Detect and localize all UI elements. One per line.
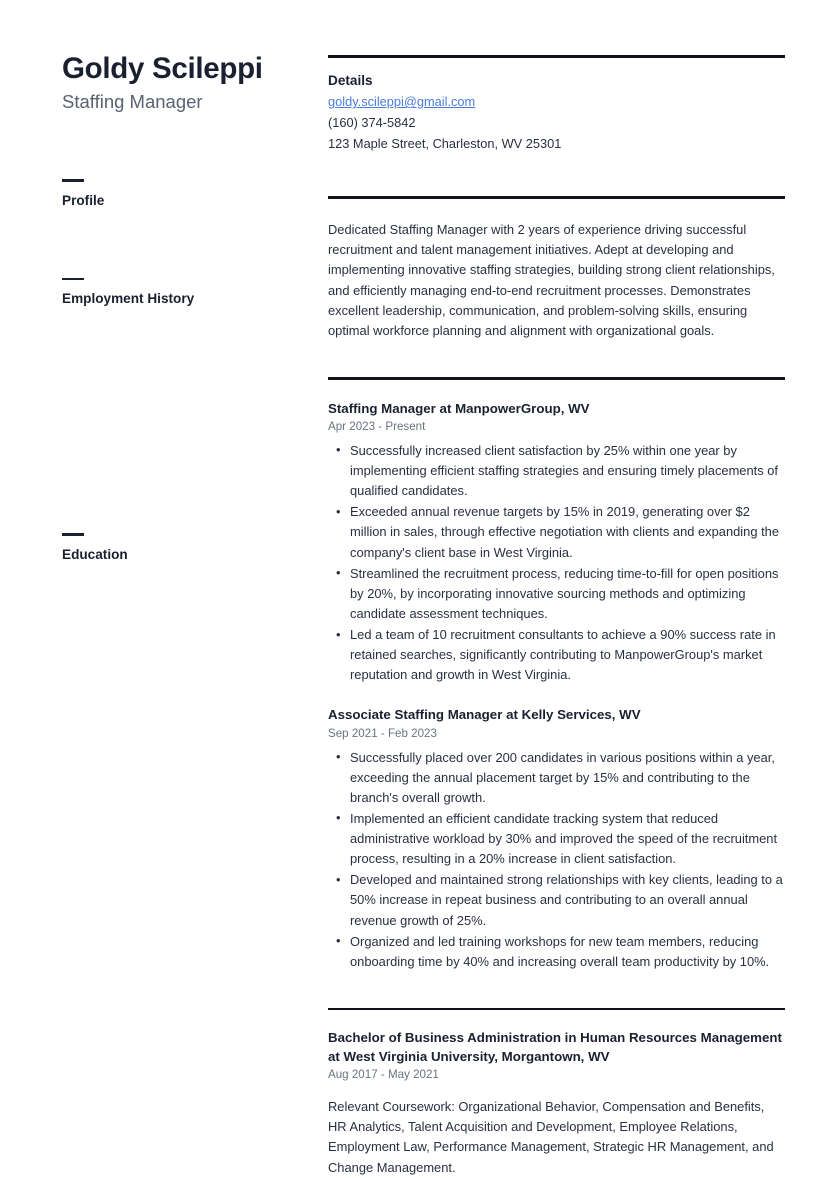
section-divider: [328, 377, 785, 380]
employment-entry-date: Apr 2023 - Present: [328, 420, 426, 434]
sidebar-item-education: [62, 533, 310, 563]
section-divider: [328, 55, 785, 58]
list-item: • Successfully placed over 200 candidates in various positions within a year, exceeding the annual placement target by 15% and contributing to the branch's overall growth.: [350, 748, 785, 808]
spacer: [328, 341, 785, 377]
list-item: • Organized and led training workshops for new team members, reducing onboarding time by 40% and increasing overall team productivity by 10%.: [350, 932, 785, 972]
job-title: Staffing Manager: [62, 91, 203, 113]
list-item: • Streamlined the recruitment process, reducing time-to-fill for open positions by 20%, by incorporating innovative sourcing methods and optimizing candidate assessment techniques.: [350, 564, 785, 624]
education-entry: [328, 1029, 785, 1177]
section-dash-icon: [62, 533, 84, 536]
list-item: • Implemented an efficient candidate tracking system that reduced administrative workload by 30% and improved the speed of the recruitment process, resulting in a 20% increase in client satisfaction.: [350, 809, 785, 869]
sidebar-item-profile: [62, 179, 310, 209]
spacer-education: [62, 308, 310, 533]
address-text: 123 Maple Street, Charleston, WV 25301: [328, 135, 562, 151]
name-block: [62, 52, 310, 113]
education-entry-date: Aug 2017 - May 2021: [328, 1068, 439, 1082]
sidebar-column: [62, 52, 328, 564]
spacer: [328, 154, 785, 196]
sidebar-item-label: Profile: [62, 192, 105, 208]
content-column: [328, 52, 785, 1178]
profile-section: [328, 220, 785, 342]
sidebar-item-employment-history: [62, 278, 310, 308]
employment-entry-date: Sep 2021 - Feb 2023: [328, 726, 437, 740]
details-section: [328, 72, 785, 155]
list-item: • Successfully increased client satisfaction by 25% within one year by implementing efficient staffing strategies and ensuring timely placements of qualified candidates.: [350, 441, 785, 501]
spacer-employment: [62, 210, 310, 278]
employment-entry: [328, 706, 785, 972]
spacer: [328, 973, 785, 1008]
spacer-profile: [62, 113, 310, 179]
education-coursework-text: Relevant Coursework: Organizational Behavior, Compensation and Benefits, HR Analytics, Talent Acquisition and Development, Employee Relations, Employment Law, Performance Management, Strategic HR Management, and Change Management.: [328, 1098, 774, 1175]
education-section: [328, 1029, 785, 1177]
employment-entry-bullets: [328, 441, 785, 686]
sidebar-item-label: Education: [62, 546, 128, 562]
employment-section: [328, 400, 785, 972]
list-item: • Led a team of 10 recruitment consultants to achieve a 90% success rate in retained searches, significantly contributing to ManpowerGroup's market reputation and growth in West Virginia.: [350, 625, 785, 685]
page-title: Goldy Scileppi: [62, 52, 263, 85]
employment-entry-title: Staffing Manager at ManpowerGroup, WV: [328, 400, 590, 416]
employment-entry: [328, 400, 785, 686]
profile-text: Dedicated Staffing Manager with 2 years of experience driving successful recruitment and talent management initiatives. Adept at developing and implementing innovative staffing strategies, building strong client relationships, and efficiently managing end-to-end recruitment processes. Demonstrates excellent leadership, communication, and problem-solving skills, ensuring optimal workforce planning and alignment with organizational goals.: [328, 221, 775, 339]
section-divider: [328, 1008, 785, 1011]
section-divider: [328, 196, 785, 199]
education-entry-title: Bachelor of Business Administration in Human Resources Management at West Virginia University, Morgantown, WV: [328, 1030, 782, 1064]
details-heading: Details: [328, 72, 373, 88]
sidebar-item-label: Employment History: [62, 291, 195, 307]
employment-entry-bullets: [328, 748, 785, 972]
employment-entry-title: Associate Staffing Manager at Kelly Services, WV: [328, 707, 641, 723]
section-dash-icon: [62, 278, 84, 281]
email-link[interactable]: goldy.scileppi@gmail.com: [328, 94, 476, 110]
list-item: • Exceeded annual revenue targets by 15% in 2019, generating over $2 million in sales, through effective negotiation with clients and expanding the company's client base in West Virginia.: [350, 502, 785, 562]
details-list: [328, 92, 785, 154]
section-dash-icon: [62, 179, 84, 182]
list-item: • Developed and maintained strong relationships with key clients, leading to a 50% increase in repeat business and contributing to an overall annual revenue growth of 25%.: [350, 870, 785, 930]
phone-text: (160) 374-5842: [328, 114, 416, 130]
